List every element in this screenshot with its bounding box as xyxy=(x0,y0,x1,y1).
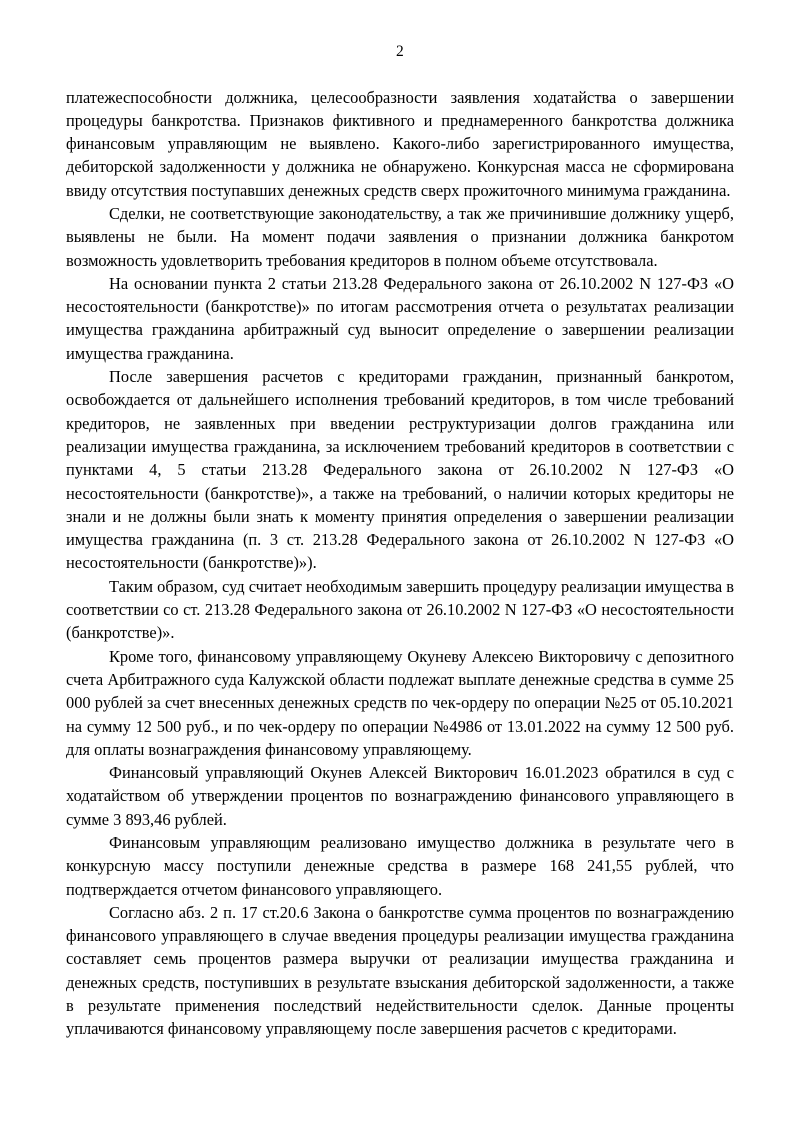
document-body xyxy=(66,86,734,1041)
paragraph: Кроме того, финансовому управляющему Окуневу Алексею Викторовичу с депозитного счета Арбитражного суда Калужской области подлежат выплате денежные средства в сумме 25 000 рублей за счет внесенных денежных средств по чек-ордеру по операции №25 от 05.10.2021 на сумму 12 500 руб., и по чек-ордеру по операции №4986 от 13.01.2022 на сумму 12 500 руб. для оплаты вознаграждения финансовому управляющему. xyxy=(66,646,734,759)
paragraph: После завершения расчетов с кредиторами гражданин, признанный банкротом, освобождается от дальнейшего исполнения требований кредиторов, в том числе требований кредиторов, не заявленных при введении реструктуризации долгов гражданина или реализации имущества гражданина, за исключением требований кредиторов в соответствии с пунктами 4, 5 статьи 213.28 Федерального закона от 26.10.2002 N 127-ФЗ «О несостоятельности (банкротстве)», а также на требований, о наличии которых кредиторы не знали и не должны были знать к моменту принятия определения о завершении реализации имущества гражданина (п. 3 ст. 213.28 Федерального закона от 26.10.2002 N 127-ФЗ «О несостоятельности (банкротстве)»). xyxy=(66,367,734,573)
page-number: 2 xyxy=(396,43,404,60)
paragraph: Сделки, не соответствующие законодательству, а так же причинившие должнику ущерб, выявлены не были. На момент подачи заявления о признании должника банкротом возможность удовлетворить требования кредиторов в полном объеме отсутствовала. xyxy=(66,203,734,270)
paragraph: Финансовый управляющий Окунев Алексей Викторович 16.01.2023 обратился в суд с ходатайством об утверждении процентов по вознаграждению финансового управляющего в сумме 3 893,46 рублей. xyxy=(66,763,734,829)
paragraph: Финансовым управляющим реализовано имущество должника в результате чего в конкурсную массу поступили денежные средства в размере 168 241,55 рублей, что подтверждается отчетом финансового управляющего. xyxy=(66,833,734,899)
paragraph: На основании пункта 2 статьи 213.28 Федерального закона от 26.10.2002 N 127-ФЗ «О несостоятельности (банкротстве)» по итогам рассмотрения отчета о результатах реализации имущества гражданина арбитражный суд выносит определение о завершении реализации имущества гражданина. xyxy=(66,273,734,363)
paragraph: Согласно абз. 2 п. 17 ст.20.6 Закона о банкротстве сумма процентов по вознаграждению финансового управляющего в случае введения процедуры реализации имущества гражданина составляет семь процентов размера выручки от реализации имущества гражданина и денежных средств, поступивших в результате взыскания дебиторской задолженности, а также в результате применения последствий недействительности сделок. Данные проценты уплачиваются финансовому управляющему после завершения расчетов с кредиторами. xyxy=(66,902,734,1039)
paragraph: платежеспособности должника, целесообразности заявления ходатайства о завершении процедуры банкротства. Признаков фиктивного и преднамеренного банкротства должника финансовым управляющим не выявлено. Какого-либо зарегистрированного имущества, дебиторской задолженности у должника не обнаружено. Конкурсная масса не сформирована ввиду отсутствия поступавших денежных средств сверх прожиточного минимума гражданина. xyxy=(66,87,734,200)
paragraph: Таким образом, суд считает необходимым завершить процедуру реализации имущества в соответствии со ст. 213.28 Федерального закона от 26.10.2002 N 127-ФЗ «О несостоятельности (банкротстве)». xyxy=(66,576,734,643)
